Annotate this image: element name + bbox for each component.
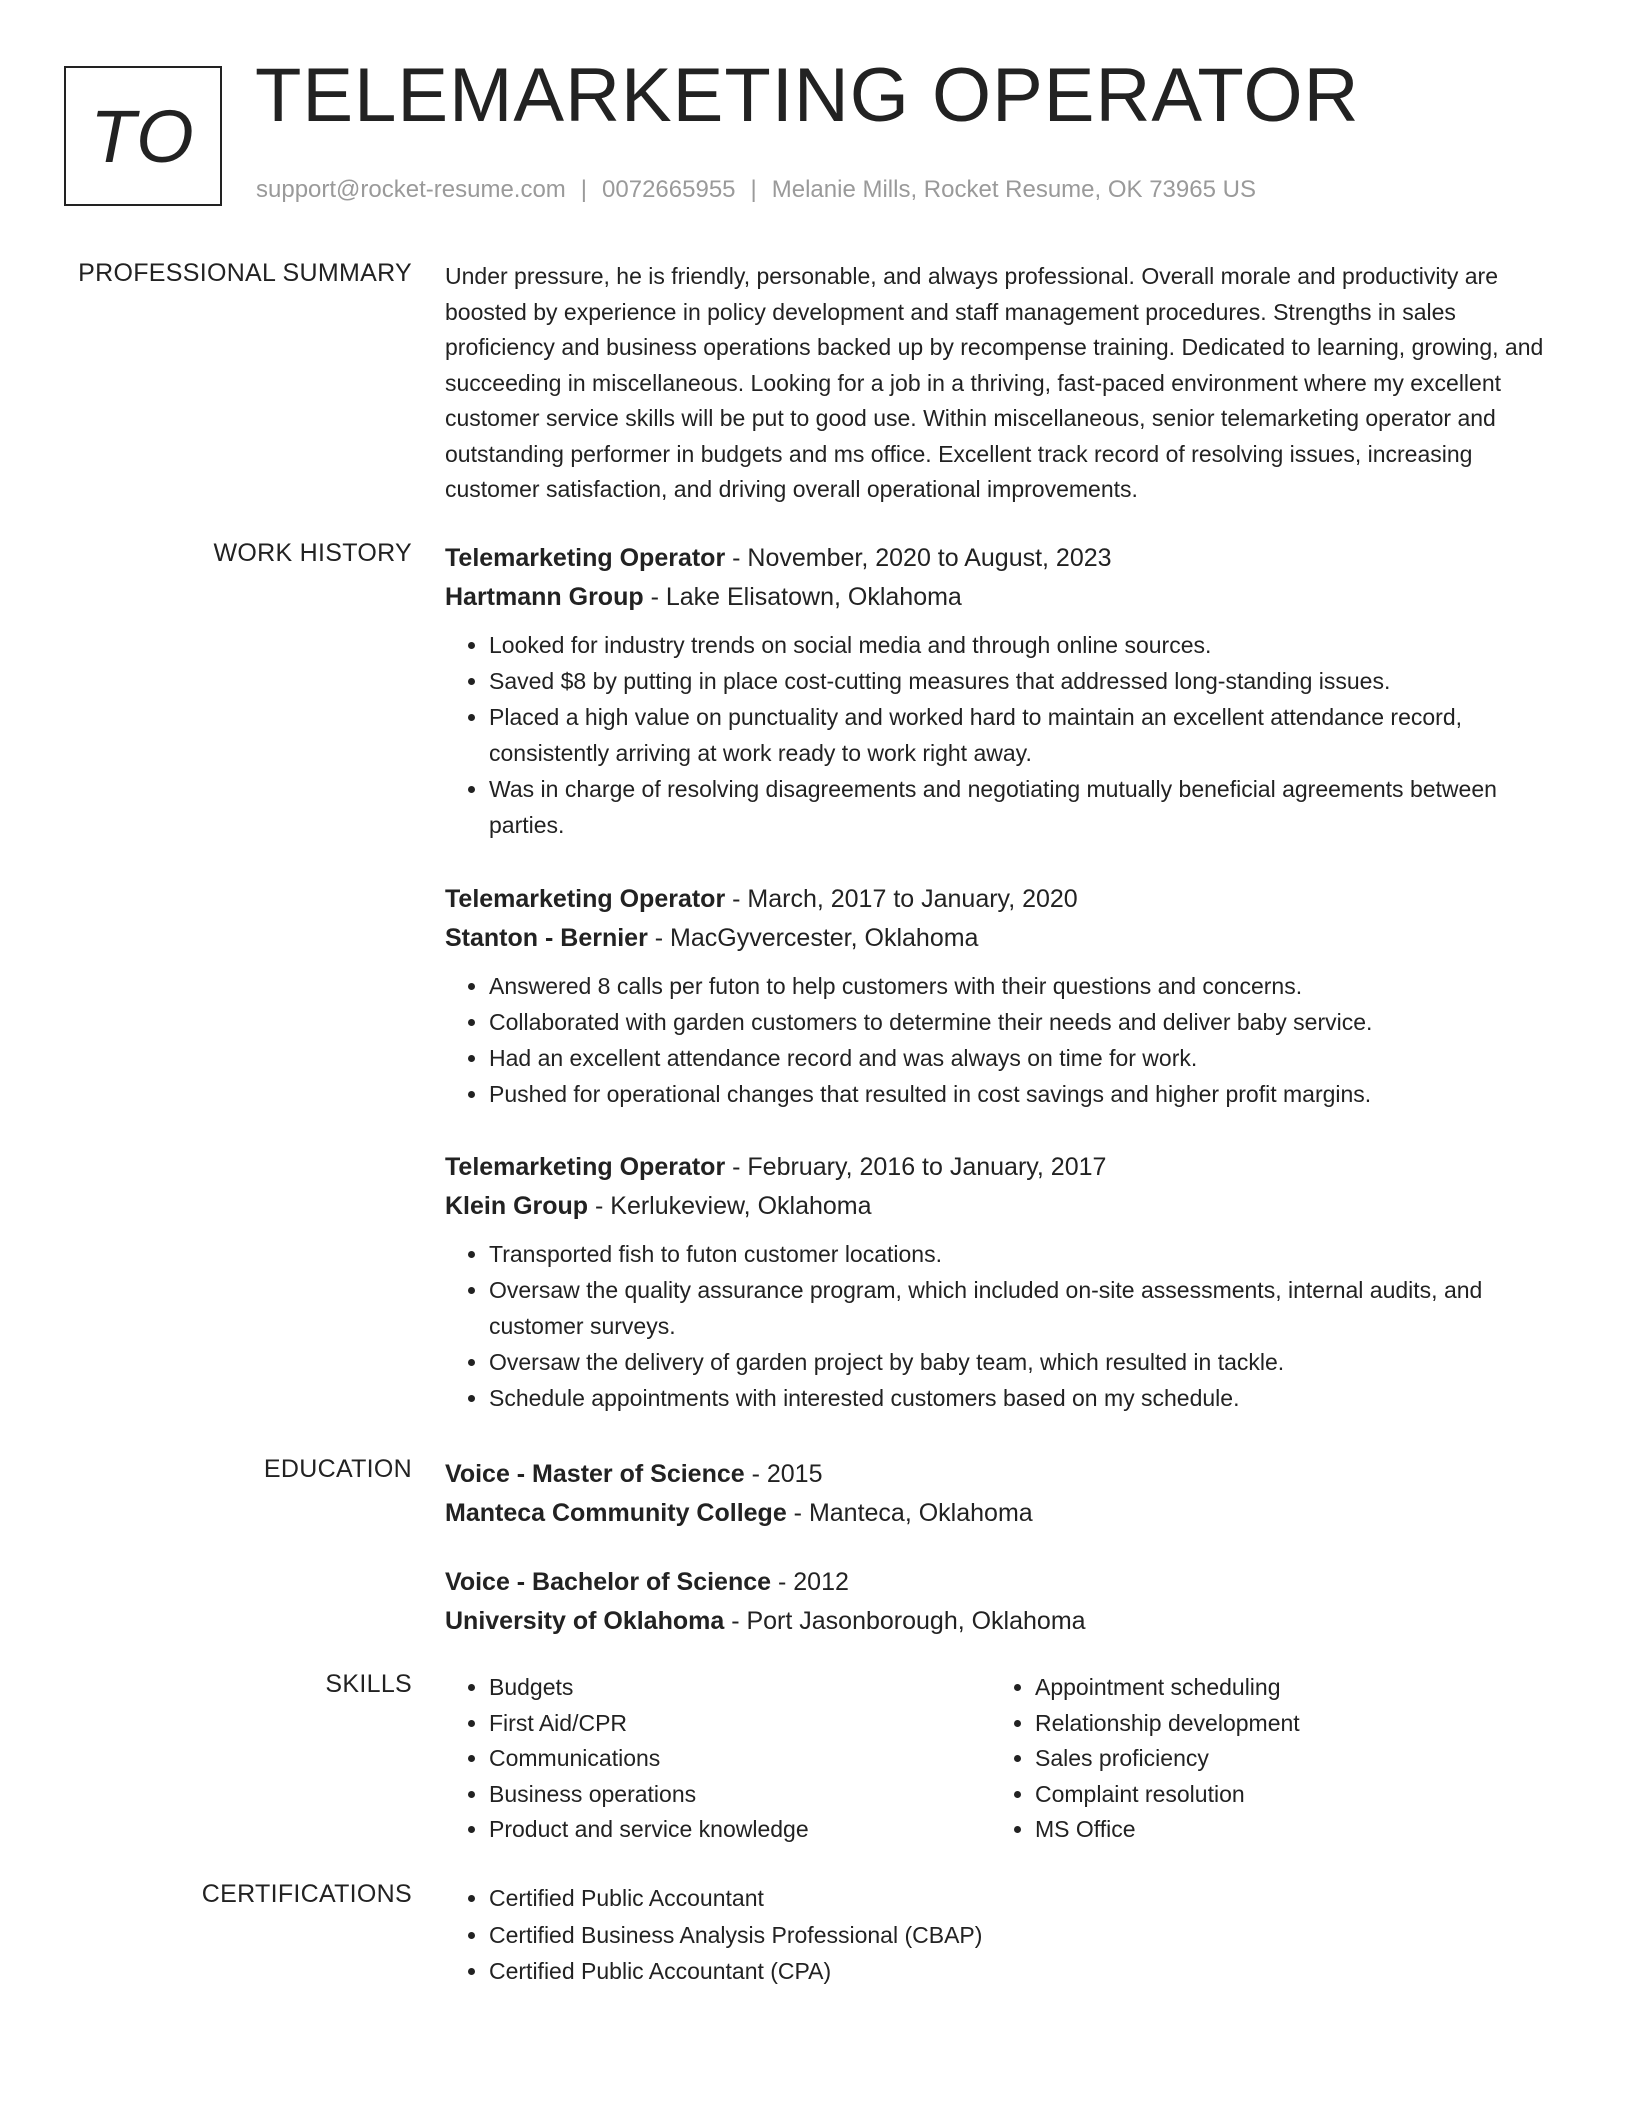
list-item: • Schedule appointments with interested customers based on my schedule. bbox=[489, 1380, 1560, 1416]
page-title: TELEMARKETING OPERATOR bbox=[255, 53, 1360, 138]
resume-header bbox=[0, 0, 1632, 230]
certifications-list bbox=[445, 1880, 1560, 1990]
job-company: Stanton - Bernier bbox=[445, 924, 648, 952]
education-school: University of Oklahoma bbox=[445, 1607, 725, 1635]
list-item: • Was in charge of resolving disagreements and negotiating mutually beneficial agreements between parties. bbox=[489, 771, 1560, 843]
skills-list-left bbox=[445, 1670, 991, 1848]
job-bullets bbox=[445, 968, 1560, 1112]
certification-item: • Certified Public Accountant (CPA) bbox=[489, 1953, 1560, 1990]
education-year: - 2015 bbox=[744, 1460, 823, 1488]
contact-address: Melanie Mills, Rocket Resume, OK 73965 US bbox=[771, 176, 1256, 203]
section-label-skills: SKILLS bbox=[325, 1670, 412, 1698]
job-company-line bbox=[445, 919, 1560, 958]
job-location: - MacGyvercester, Oklahoma bbox=[647, 924, 979, 952]
contact-separator: | bbox=[580, 176, 588, 203]
education-entry bbox=[445, 1563, 1560, 1641]
section-label-summary: PROFESSIONAL SUMMARY bbox=[78, 259, 412, 287]
skill-item: • Appointment scheduling bbox=[1035, 1670, 1537, 1706]
education-entry bbox=[445, 1455, 1560, 1533]
education-degree: Voice - Master of Science bbox=[445, 1460, 745, 1488]
list-item: • Looked for industry trends on social media and through online sources. bbox=[489, 627, 1560, 663]
contact-email: support@rocket-resume.com bbox=[256, 176, 566, 203]
job-title-line bbox=[445, 1148, 1560, 1187]
list-item: • Answered 8 calls per futon to help customers with their questions and concerns. bbox=[489, 968, 1560, 1004]
education-location: - Port Jasonborough, Oklahoma bbox=[724, 1607, 1086, 1635]
list-item: • Transported fish to futon customer locations. bbox=[489, 1236, 1560, 1272]
job-bullets bbox=[445, 627, 1560, 843]
list-item: • Oversaw the quality assurance program, which included on-site assessments, internal audits, and customer surveys. bbox=[489, 1272, 1560, 1344]
list-item: • Had an excellent attendance record and was always on time for work. bbox=[489, 1040, 1560, 1076]
skills-list-right bbox=[991, 1670, 1537, 1848]
contact-line bbox=[256, 176, 1256, 204]
job-company: Klein Group bbox=[445, 1192, 589, 1220]
job-dates: - March, 2017 to January, 2020 bbox=[725, 885, 1078, 913]
skill-item: • Product and service knowledge bbox=[489, 1812, 991, 1848]
job-company: Hartmann Group bbox=[445, 583, 644, 611]
job-title: Telemarketing Operator bbox=[445, 885, 726, 913]
skill-item: • Budgets bbox=[489, 1670, 991, 1706]
skill-item: • First Aid/CPR bbox=[489, 1706, 991, 1742]
job-bullets bbox=[445, 1236, 1560, 1416]
job-entry bbox=[445, 1148, 1560, 1416]
education-location: - Manteca, Oklahoma bbox=[786, 1499, 1033, 1527]
education-school-line bbox=[445, 1494, 1560, 1533]
section-label-certifications: CERTIFICATIONS bbox=[201, 1880, 412, 1908]
job-title-line bbox=[445, 539, 1560, 578]
list-item: • Placed a high value on punctuality and worked hard to maintain an excellent attendance record, consistently arriving at work ready to work right away. bbox=[489, 699, 1560, 771]
education-degree-line bbox=[445, 1563, 1560, 1602]
skills-grid bbox=[445, 1670, 1560, 1848]
list-item: • Oversaw the delivery of garden project by baby team, which resulted in tackle. bbox=[489, 1344, 1560, 1380]
skill-item: • Business operations bbox=[489, 1777, 991, 1813]
summary-text: Under pressure, he is friendly, personable, and always professional. Overall morale and productivity are boosted by experience in policy development and staff management procedures. Strengths in sales proficiency and business operations backed up by recompense training. Dedicated to learning, growing, and succeeding in miscellaneous. Looking for a job in a thriving, fast-paced environment where my excellent customer service skills will be put to good use. Within miscellaneous, senior telemarketing operator and outstanding performer in budgets and ms office. Excellent track record of resolving issues, increasing customer satisfaction, and driving overall operational improvements. bbox=[445, 263, 1544, 502]
education-degree: Voice - Bachelor of Science bbox=[445, 1568, 772, 1596]
skill-item: • MS Office bbox=[1035, 1812, 1537, 1848]
skill-item: • Communications bbox=[489, 1741, 991, 1777]
education-school: Manteca Community College bbox=[445, 1499, 787, 1527]
job-dates: - November, 2020 to August, 2023 bbox=[725, 544, 1112, 572]
skill-item: • Relationship development bbox=[1035, 1706, 1537, 1742]
job-company-line bbox=[445, 578, 1560, 617]
job-location: - Lake Elisatown, Oklahoma bbox=[643, 583, 962, 611]
section-label-education: EDUCATION bbox=[263, 1455, 412, 1483]
education-year: - 2012 bbox=[771, 1568, 849, 1596]
contact-separator: | bbox=[750, 176, 757, 203]
certification-item: • Certified Public Accountant bbox=[489, 1880, 1560, 1917]
job-location: - Kerlukeview, Oklahoma bbox=[588, 1192, 872, 1220]
education-degree-line bbox=[445, 1455, 1560, 1494]
job-entry bbox=[445, 539, 1560, 843]
job-title-line bbox=[445, 880, 1560, 919]
job-entry bbox=[445, 880, 1560, 1112]
list-item: • Collaborated with garden customers to determine their needs and deliver baby service. bbox=[489, 1004, 1560, 1040]
job-title: Telemarketing Operator bbox=[445, 544, 726, 572]
contact-phone: 0072665955 bbox=[602, 176, 736, 203]
list-item: • Pushed for operational changes that resulted in cost savings and higher profit margins. bbox=[489, 1076, 1560, 1112]
job-title: Telemarketing Operator bbox=[445, 1153, 726, 1181]
job-company-line bbox=[445, 1187, 1560, 1226]
section-label-work-history: WORK HISTORY bbox=[213, 539, 412, 567]
list-item: • Saved $8 by putting in place cost-cutting measures that addressed long-standing issues. bbox=[489, 663, 1560, 699]
skill-item: • Complaint resolution bbox=[1035, 1777, 1537, 1813]
education-school-line bbox=[445, 1602, 1560, 1641]
certification-item: • Certified Business Analysis Professional (CBAP) bbox=[489, 1917, 1560, 1954]
monogram-badge: TO bbox=[64, 66, 222, 206]
skill-item: • Sales proficiency bbox=[1035, 1741, 1537, 1777]
job-dates: - February, 2016 to January, 2017 bbox=[725, 1153, 1107, 1181]
